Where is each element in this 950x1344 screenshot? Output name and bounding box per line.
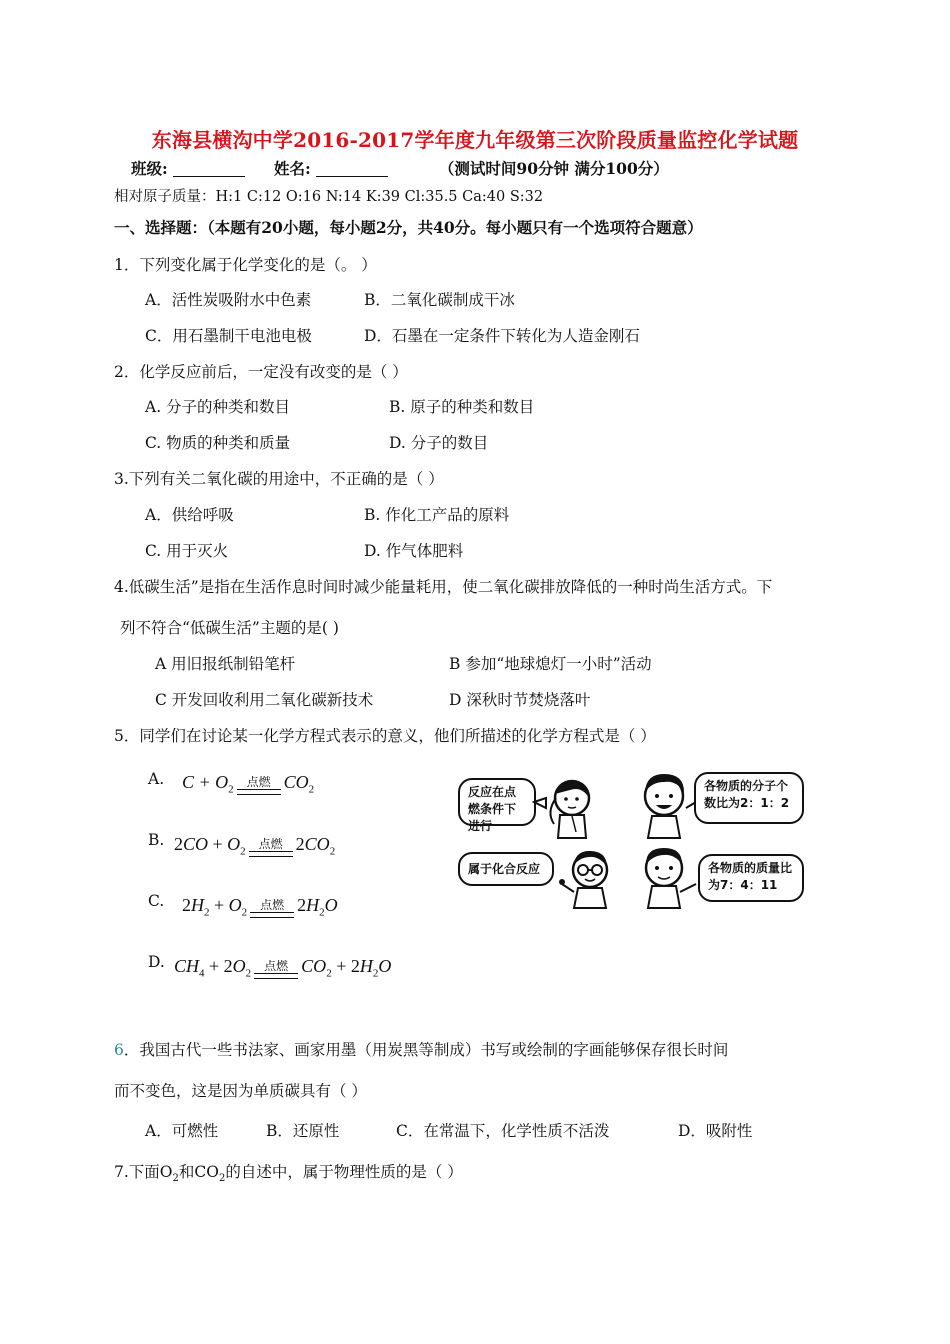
girl-thinking-icon <box>532 772 622 842</box>
q5-option-d-label[interactable]: D. <box>148 953 165 971</box>
question-1-stem: 1．下列变化属于化学变化的是（。 ） <box>114 256 377 274</box>
question-6-number: 6 <box>114 1041 124 1059</box>
question-7-stem: 7.下面$O_2$和$CO_2$的自述中，属于物理性质的是（ ） <box>114 1163 463 1185</box>
question-5-stem: 5．同学们在讨论某一化学方程式表示的意义，他们所描述的化学方程式是（ ） <box>114 727 656 745</box>
question-2-stem: 2．化学反应前后，一定没有改变的是（ ） <box>114 363 408 381</box>
question-6-stem-cont: 而不变色，这是因为单质碳具有（ ） <box>114 1082 367 1100</box>
q1-option-c[interactable]: C．用石墨制干电池电极 <box>145 327 312 345</box>
exam-info: （测试时间90分钟 满分100分） <box>438 159 669 178</box>
question-4-stem: 4.低碳生活”是指在生活作息时间时减少能量耗用，使二氧化碳排放降低的一种时尚生活方式。下 <box>114 578 773 596</box>
condition-label: 点燃 <box>260 898 285 912</box>
q3-option-b[interactable]: B. 作化工产品的原料 <box>364 506 510 524</box>
q5-equation-a: $C + O_2$ 点燃 $CO_2$ <box>182 772 315 796</box>
question-3-stem: 3.下列有关二氧化碳的用途中，不正确的是（ ） <box>114 470 444 488</box>
q3-option-c[interactable]: C. 用于灭火 <box>145 542 229 560</box>
q6-option-b[interactable]: B．还原性 <box>266 1122 340 1140</box>
class-label: 班级: <box>131 159 168 178</box>
boy-pointing-icon <box>630 840 700 910</box>
condition-label: 点燃 <box>264 959 289 973</box>
condition-label: 点燃 <box>246 775 271 789</box>
speech-bubble-3: 属于化合反应 <box>458 852 554 886</box>
q6-option-a[interactable]: A．可燃性 <box>145 1122 219 1140</box>
q1-option-d[interactable]: D．石墨在一定条件下转化为人造金刚石 <box>364 327 640 345</box>
q4-option-d[interactable]: D 深秋时节焚烧落叶 <box>449 691 591 709</box>
name-label: 姓名: <box>273 159 311 178</box>
q2-option-a[interactable]: A. 分子的种类和数目 <box>145 398 291 416</box>
question-6-stem <box>114 1039 728 1061</box>
atomic-masses: 相对原子质量：H:1 C:12 O:16 N:14 K:39 Cl:35.5 Ca:40 S:32 <box>114 189 544 205</box>
q1-option-b[interactable]: B．二氧化碳制成干冰 <box>364 291 515 309</box>
speech-bubble-1: 反应在点燃条件下进行 <box>458 778 536 826</box>
q1-option-a[interactable]: A．活性炭吸附水中色素 <box>145 291 312 309</box>
boy-smiling-icon <box>630 768 700 840</box>
q3-option-a[interactable]: A．供给呼吸 <box>145 506 234 524</box>
boy-with-glasses-icon <box>558 844 628 910</box>
q4-option-c[interactable]: C 开发回收利用二氧化碳新技术 <box>155 691 374 709</box>
q4-option-b[interactable]: B 参加“地球熄灯一小时”活动 <box>449 655 652 673</box>
q5-equation-b: $2CO + O_2$ 点燃 $2CO_2$ <box>174 834 336 858</box>
q4-option-a[interactable]: A 用旧报纸制铅笔杆 <box>155 655 296 673</box>
q2-option-c[interactable]: C. 物质的种类和质量 <box>145 434 291 452</box>
q6-option-d[interactable]: D．吸附性 <box>678 1122 753 1140</box>
name-blank[interactable] <box>316 160 388 177</box>
q5-option-a-label[interactable]: A. <box>148 770 165 788</box>
speech-bubble-4: 各物质的质量比为7：4：11 <box>698 854 804 902</box>
q3-option-d[interactable]: D. 作气体肥料 <box>364 542 464 560</box>
speech-bubble-2: 各物质的分子个数比为2：1：2 <box>694 772 804 824</box>
question-6-text: ．我国古代一些书法家、画家用墨（用炭黑等制成）书写或绘制的字画能够保存很长时间 <box>123 1041 729 1059</box>
q5-option-b-label[interactable]: B. <box>148 831 165 849</box>
q2-option-b[interactable]: B. 原子的种类和数目 <box>389 398 535 416</box>
q5-illustration <box>458 768 818 910</box>
header-row <box>131 158 669 180</box>
class-blank[interactable] <box>173 160 245 177</box>
section-heading: 一、选择题：（本题有20小题，每小题2分，共40分。每小题只有一个选项符合题意） <box>114 218 703 237</box>
q5-equation-d: $CH_4 + 2O_2$ 点燃 $CO_2 + 2H_2O$ <box>174 956 392 980</box>
q5-option-c-label[interactable]: C. <box>148 892 165 910</box>
q5-equation-c: $2H_2 + O_2$ 点燃 $2H_2O$ <box>182 895 338 919</box>
exam-title: 东海县横沟中学2016-2017学年度九年级第三次阶段质量监控化学试题 <box>151 128 799 152</box>
question-4-stem-cont: 列不符合“低碳生活”主题的是( ) <box>120 619 339 637</box>
q6-option-c[interactable]: C．在常温下，化学性质不活泼 <box>396 1122 610 1140</box>
condition-label: 点燃 <box>258 837 283 851</box>
q2-option-d[interactable]: D. 分子的数目 <box>389 434 489 452</box>
